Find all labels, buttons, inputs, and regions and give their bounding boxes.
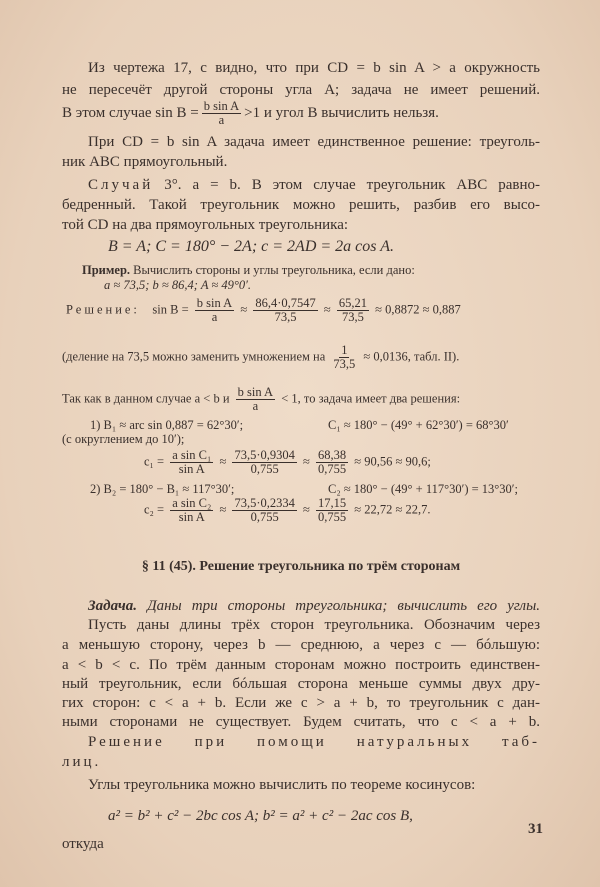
denominator: 73,5	[274, 310, 297, 324]
numerator: a sin C₂	[172, 496, 212, 510]
denominator: a	[252, 399, 259, 413]
formula: a² = b² + c² − 2bc cos A; b² = a² + c² − 2ac cos B,	[108, 808, 413, 824]
text-line: лиц.	[62, 754, 102, 770]
text: < 1, то задача имеет два решения:	[281, 391, 461, 406]
text: ≈ 0,8872 ≈ 0,887	[375, 302, 461, 317]
formula-line: c₁ = $\frac{\text{a sin C₁}}{\text{sin A}}$ ≈ $\frac{73,5\cdot 0,9304}{0,755}$ ≈ $\frac{68,38}{0,755}$ ≈ 90,56 ≈ 90,6;	[144, 448, 431, 476]
solution-line: Решение: sin B = $\frac{\text{b sin A}}{a}$ ≈ $\frac{86,4\cdot 0,7547}{73,5}$ ≈ $\frac{65,21}{73,5}$ ≈ 0,8872 ≈ 0,887	[66, 296, 461, 324]
denominator: 73,5	[333, 357, 356, 371]
text: c₂ =	[144, 502, 165, 517]
text-line: (с округлением до 10′);	[62, 432, 185, 446]
numerator: b sin A	[196, 296, 233, 310]
text-line: a < b < c. По трём данным сторонам можно построить единствен-	[62, 657, 540, 673]
formula: B = A; C = 180° − 2A; c = 2AD = 2a cos A.	[108, 238, 394, 255]
text: Вычислить стороны и углы треугольника, если дано:	[133, 263, 415, 277]
text: В этом случае sin B =	[62, 104, 199, 121]
page-number: 31	[528, 821, 543, 837]
text-line	[62, 176, 540, 194]
denominator: 73,5	[342, 310, 364, 324]
numerator: 86,4·0,7547	[255, 296, 316, 310]
text-line	[62, 344, 540, 371]
denominator: sin A	[178, 510, 205, 524]
text-line: откуда	[62, 836, 104, 852]
text: 3°. a = b. В этом случае треугольник ABC равно-	[164, 177, 540, 193]
task-label: Задача.	[88, 598, 137, 614]
example-label: Пример.	[82, 263, 131, 277]
text-line: бедренный. Такой треугольник можно решить, разбив его высо-	[62, 197, 540, 213]
fraction	[316, 497, 348, 524]
numerator: 73,5·0,9304	[234, 448, 295, 462]
task-text: Даны три стороны треугольника; вычислить его углы.	[147, 598, 541, 614]
given-values: a ≈ 73,5; b ≈ 86,4; A ≈ 49°0′.	[104, 278, 251, 292]
text-line: При CD = b sin A задача имеет единственное решение: треуголь-	[88, 134, 540, 150]
text-line: не пересечёт другой стороны угла A; задача не имеет решений.	[62, 82, 540, 98]
fraction	[253, 297, 317, 324]
section-heading: § 11 (45). Решение треугольника по трём сторонам	[141, 559, 461, 574]
text: >1 и угол B вычислить нельзя.	[244, 104, 439, 121]
denominator: 0,755	[317, 510, 347, 524]
denominator: a	[211, 310, 218, 324]
text: c₁ =	[144, 454, 165, 469]
formula-line: c₂ = $\frac{\text{a sin C₂}}{\text{sin A}}$ ≈ $\frac{73,5\cdot 0,2334}{0,755}$ ≈ $\frac{17,15}{0,755}$ ≈ 22,72 ≈ 22,7.	[144, 496, 431, 524]
numerator: 17,15	[317, 496, 347, 510]
text-line: той CD на два прямоугольных треугольника:	[62, 217, 349, 233]
task-line	[62, 597, 540, 615]
text-line: Углы треугольника можно вычислить по теореме косинусов:	[88, 777, 476, 793]
text-line: гих сторон: c < a + b. Если же c > a + b, то треугольник с дан-	[62, 695, 540, 711]
text: ≈ 0,0136, табл. II).	[363, 349, 460, 364]
text: sin B =	[152, 302, 189, 317]
numerator: 1	[341, 343, 348, 357]
text-line: C₂ ≈ 180° − (49° + 117°30′) = 13°30′;	[328, 482, 519, 496]
text-line	[62, 100, 540, 127]
fraction	[331, 344, 357, 371]
text-line: a меньшую сторону, через b — среднюю, а через c — бóльшую:	[62, 637, 540, 653]
text-line: ными сторонами не существует. Будем считать, что c < a + b.	[62, 714, 540, 730]
text: ≈ 22,72 ≈ 22,7.	[354, 502, 431, 517]
text: (деление на 73,5 можно заменить умножением на	[62, 349, 326, 364]
subheading: Решение при помощи натуральных таб-	[88, 734, 540, 750]
denominator: 0,755	[317, 462, 347, 476]
denominator: sin A	[178, 462, 205, 476]
text-line: ник ABC прямоугольный.	[62, 154, 228, 170]
denominator: 0,755	[250, 510, 279, 524]
numerator: a sin C₁	[172, 448, 212, 462]
text-line: Пусть даны длины трёх сторон треугольника. Обозначим через	[88, 617, 540, 633]
solution-label: Решение:	[66, 302, 140, 317]
text-line: 2) B₂ = 180° − B₁ ≈ 117°30′;	[90, 482, 235, 496]
text-line: ный треугольник, если бóльшая сторона меньше суммы двух дру-	[62, 676, 540, 692]
text-line: Из чертежа 17, c видно, что при CD = b sin A > a окружность	[88, 60, 540, 76]
fraction	[195, 297, 234, 324]
numerator: b sin A	[237, 385, 274, 399]
text: Так как в данном случае a < b и	[62, 391, 230, 406]
fraction	[202, 100, 241, 127]
text: ≈ 90,56 ≈ 90,6;	[354, 454, 431, 469]
fraction	[337, 297, 369, 324]
text-line	[62, 386, 540, 413]
fraction	[232, 449, 296, 476]
numerator: 73,5·0,2334	[234, 496, 295, 510]
denominator: 0,755	[250, 462, 279, 476]
denominator: a	[218, 113, 225, 127]
fraction	[170, 449, 213, 476]
fraction	[236, 386, 275, 413]
fraction	[232, 497, 296, 524]
numerator: 65,21	[338, 296, 368, 310]
fraction	[316, 449, 348, 476]
numerator: b sin A	[203, 99, 240, 113]
text-line: 1) B₁ ≈ arc sin 0,887 = 62°30′;	[90, 418, 244, 432]
case-label: Случай	[88, 177, 154, 193]
fraction	[170, 497, 213, 524]
numerator: 68,38	[317, 448, 347, 462]
text-line: C₁ ≈ 180° − (49° + 62°30′) = 68°30′	[328, 418, 509, 432]
